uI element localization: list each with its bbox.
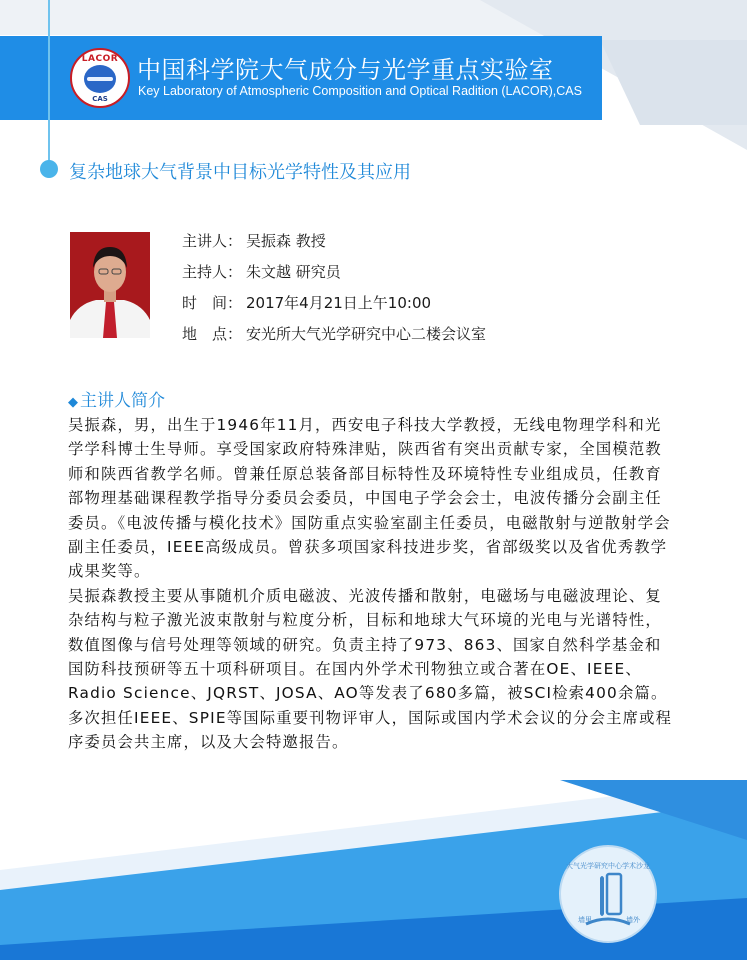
host-label: 主持人： [182, 263, 243, 281]
place-value: 安光所大气光学研究中心二楼会议室 [246, 325, 487, 343]
globe-icon [84, 65, 116, 93]
logo-text-top: LACOR [81, 54, 119, 64]
speaker-photo [70, 232, 150, 338]
talk-title: 复杂地球大气背景中目标光学特性及其应用 [69, 162, 411, 183]
logo-text-bottom: CAS [92, 95, 108, 103]
place-label: 地 点： [182, 325, 243, 343]
bio-heading-text: 主讲人简介 [80, 391, 165, 411]
time-label: 时 间： [182, 294, 243, 312]
bio-paragraph-1: 吴振森，男，出生于1946年11月，西安电子科技大学教授，无线电物理学科和光学学科博士生导师。享受国家政府特殊津贴，陕西省有突出贡献专家，全国模范教师和陕西省教学名师。曾兼任原总装备部目标特性及环境特性专业组成员，任教育部物理基础课程教学指导分委员会委员，中国电子学会会士，电波传播分会副主任委员。《电波传播与模化技术》国防重点实验室副主任委员，电磁散射与逆散射学会副主任委员，IEEE高级成员。曾获多项国家科技进步奖，省部级奖以及省优秀教学成果奖等。 [68, 416, 671, 581]
bio-paragraph-2: 吴振森教授主要从事随机介质电磁波、光波传播和散射，电磁场与电磁波理论、复杂结构与粒子激光波束散射与粒度分析，目标和地球大气环境的光电与光谱特性，数值图像与信号处理等领域的研究。负责主持了973、863、国家自然科学基金和国防科技预研等五十项科研项目。在国内外学术刊物独立或合著在OE、IEEE、Radio Science、JQRST、JOSA、AO等发表了680多篇，被SCI检索400余篇。多次担任IEEE、SPIE等国际重要刊物评审人，国际或国内学术会议的分会主席或程序委员会共主席，以及大会特邀报告。 [68, 586, 673, 752]
speaker-biography [68, 413, 673, 755]
svg-text:墙里: 墙里 [578, 916, 592, 924]
info-row-place [182, 323, 486, 354]
host-value: 朱文越 研究员 [246, 263, 341, 281]
svg-text:墙外: 墙外 [626, 916, 640, 924]
title-bullet-dot [40, 160, 58, 178]
time-value: 2017年4月21日上午10:00 [246, 294, 432, 312]
organization-name-cn: 中国科学院大气成分与光学重点实验室 [137, 56, 554, 84]
diamond-icon: ◆ [68, 395, 78, 410]
speaker-portrait-icon [70, 232, 150, 338]
info-row-host [182, 261, 486, 292]
info-row-time [182, 292, 486, 323]
speaker-label: 主讲人： [182, 232, 243, 250]
bio-section-heading [68, 386, 165, 411]
salon-seal-logo [558, 844, 658, 944]
speaker-value: 吴振森 教授 [246, 232, 326, 250]
timeline-line [48, 0, 50, 170]
event-info [182, 230, 486, 354]
svg-text:大气光学研究中心学术沙龙: 大气光学研究中心学术沙龙 [566, 862, 650, 870]
lacor-logo [70, 48, 130, 108]
organization-name-en: Key Laboratory of Atmospheric Composition and Optical Radition (LACOR),CAS [138, 84, 582, 98]
info-row-speaker [182, 230, 486, 261]
